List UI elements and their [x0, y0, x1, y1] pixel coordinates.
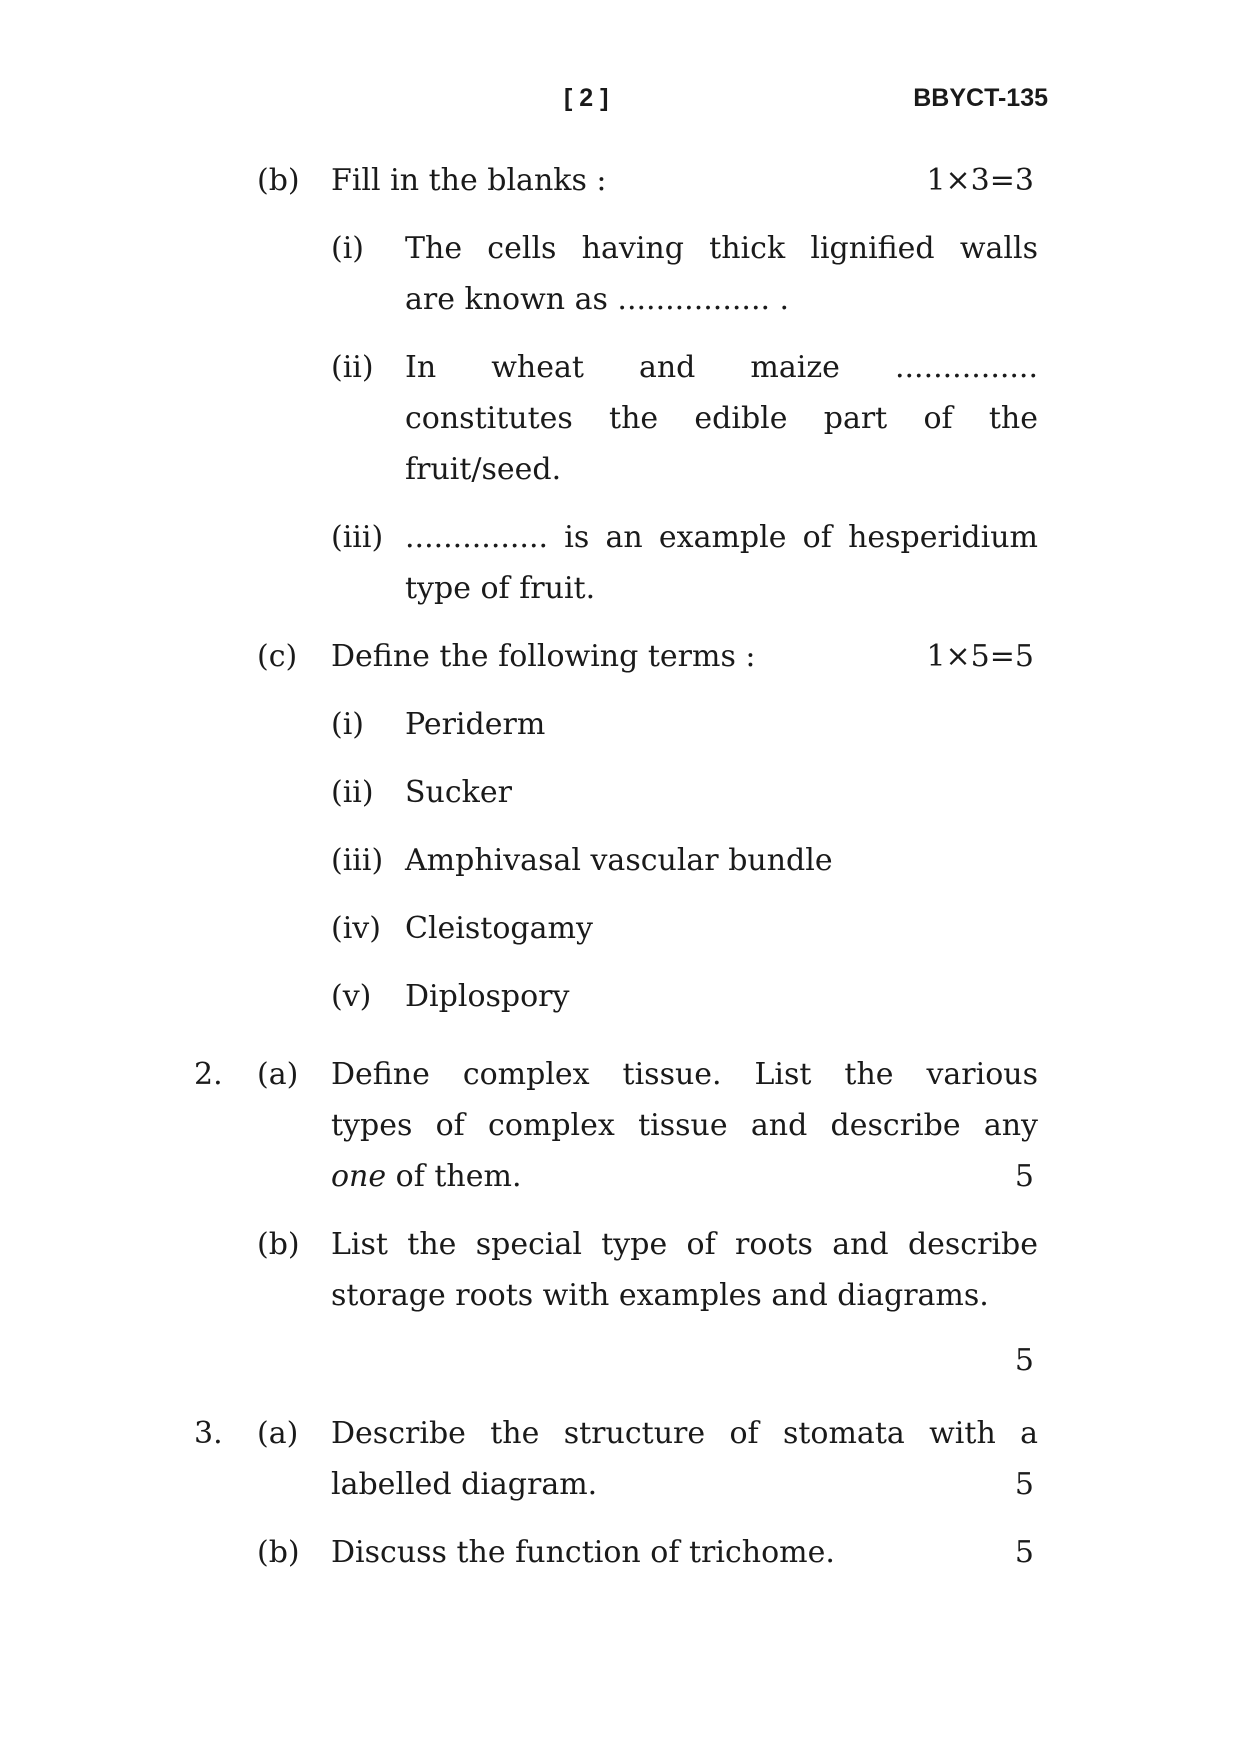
question-text: Define the following terms : [331, 639, 756, 674]
question-text: types of complex tissue and describe any [331, 1108, 1038, 1143]
sub-label: (a) [257, 1057, 299, 1092]
page-number: [ 2 ] [564, 84, 609, 112]
sub-label: (c) [257, 639, 298, 674]
item-text: Cleistogamy [405, 911, 593, 946]
question-text: labelled diagram. [331, 1467, 598, 1502]
item-number: (ii) [331, 775, 374, 810]
emphasis: one [331, 1159, 387, 1194]
item-number: (iii) [331, 520, 384, 555]
item-text: are known as ................ . [405, 282, 790, 317]
item-text: type of fruit. [405, 571, 596, 606]
question-number: 2. [194, 1057, 223, 1092]
question-text: of them. [386, 1159, 522, 1194]
marks: 5 [1014, 1535, 1034, 1570]
question-text: Define complex tissue. List the various [331, 1057, 1038, 1092]
item-number: (iv) [331, 911, 381, 946]
item-number: (iii) [331, 843, 384, 878]
marks: 1×3=3 [926, 163, 1034, 198]
item-number: (v) [331, 979, 372, 1014]
item-number: (i) [331, 231, 365, 266]
item-number: (ii) [331, 350, 374, 385]
sub-label: (b) [257, 1535, 300, 1570]
item-text: Diplospory [405, 979, 570, 1014]
question-text: Describe the structure of stomata with a [331, 1416, 1038, 1451]
item-text: In wheat and maize ............... [405, 350, 1038, 385]
sub-label: (a) [257, 1416, 299, 1451]
question-text: List the special type of roots and describe [331, 1227, 1038, 1262]
marks: 5 [1014, 1343, 1034, 1378]
question-text: Fill in the blanks : [331, 163, 607, 198]
item-text: Sucker [405, 775, 512, 810]
marks: 1×5=5 [926, 639, 1034, 674]
item-number: (i) [331, 707, 365, 742]
question-number: 3. [194, 1416, 223, 1451]
sub-label: (b) [257, 163, 300, 198]
item-text: constitutes the edible part of the [405, 401, 1038, 436]
paper-code: BBYCT-135 [913, 84, 1048, 112]
marks: 5 [1014, 1467, 1034, 1502]
marks: 5 [1014, 1159, 1034, 1194]
question-text: storage roots with examples and diagrams. [331, 1278, 989, 1313]
question-text [331, 1151, 522, 1202]
item-text: ............... is an example of hesperidium [405, 520, 1038, 555]
sub-label: (b) [257, 1227, 300, 1262]
item-text: fruit/seed. [405, 452, 562, 487]
item-text: Amphivasal vascular bundle [405, 843, 833, 878]
question-text: Discuss the function of trichome. [331, 1535, 835, 1570]
item-text: The cells having thick lignified walls [405, 231, 1038, 266]
item-text: Periderm [405, 707, 546, 742]
